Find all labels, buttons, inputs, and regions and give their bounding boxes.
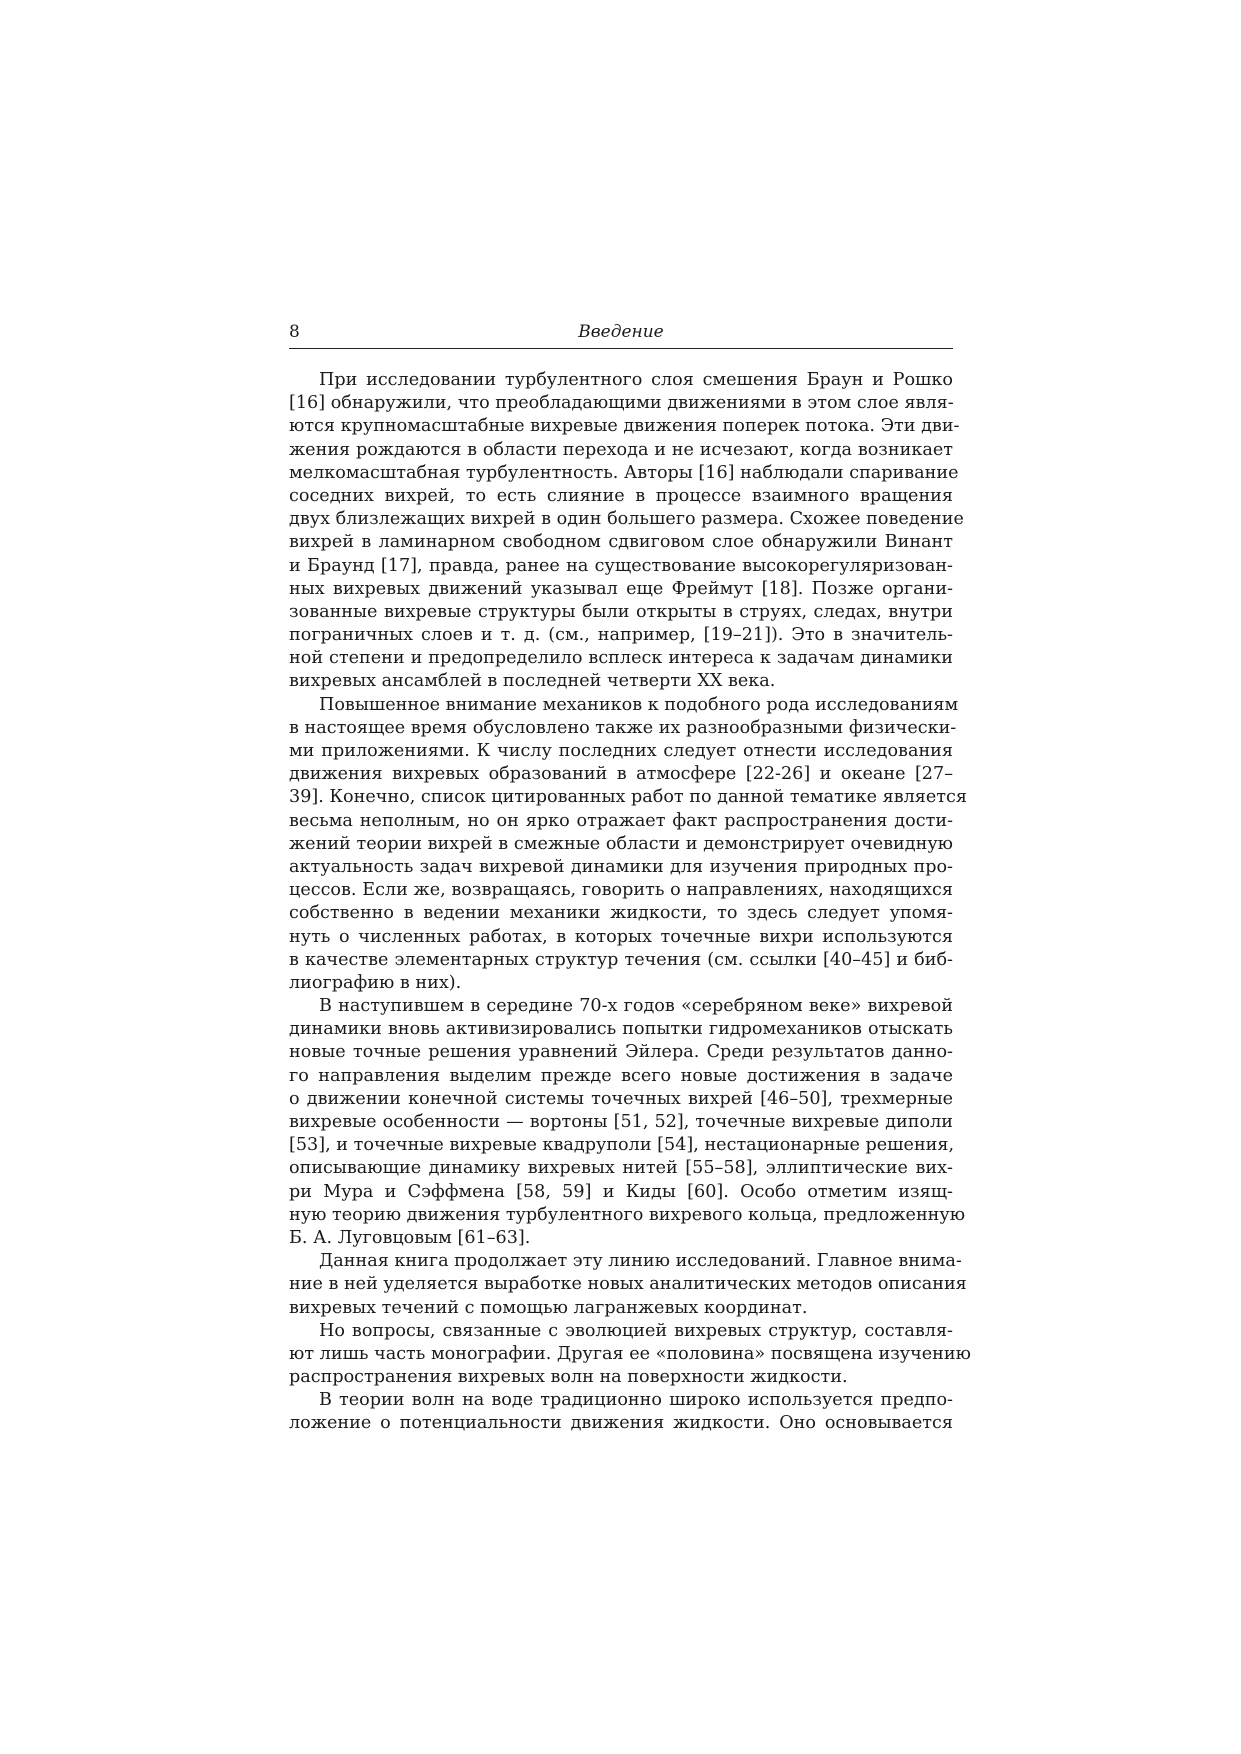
text-line: новые точные решения уравнений Эйлера. Среди результатов данно- [289, 1042, 953, 1063]
paragraph [289, 1250, 967, 1320]
text-line: 39]. Конечно, список цитированных работ по данной тематике является [289, 787, 967, 808]
text-line: цессов. Если же, возвращаясь, говорить о направлениях, находящихся [289, 880, 953, 901]
text-line: двух близлежащих вихрей в один большего размера. Схожее поведение [289, 509, 964, 530]
text-line: лиографию в них). [289, 972, 462, 993]
text-line: Данная книга продолжает эту линию исследований. Главное внима- [319, 1251, 962, 1272]
text-line: ние в ней уделяется выработке новых аналитических методов описания [289, 1274, 967, 1295]
running-head [289, 322, 953, 349]
text-line: распространения вихревых волн на поверхности жидкости. [289, 1367, 848, 1388]
text-line: При исследовании турбулентного слоя смешения Браун и Рошко [319, 370, 953, 390]
text-line: вихревых ансамблей в последней четверти XX века. [289, 671, 776, 692]
text-line: пограничных слоев и т. д. (см., например, [19–21]). Это в значитель- [289, 625, 953, 646]
text-line: ную теорию движения турбулентного вихревого кольца, предложенную [289, 1204, 966, 1225]
text-line: [16] обнаружили, что преобладающими движениями в этом слое явля- [289, 393, 954, 414]
body-text [289, 369, 971, 1436]
text-line: жений теории вихрей в смежные области и демонстрирует очевидную [289, 833, 953, 854]
text-line: ри Мура и Сэффмена [58, 59] и Киды [60]. Особо отметим изящ- [289, 1181, 953, 1202]
text-line: в настоящее время обусловлено также их разнообразными физически- [289, 717, 957, 738]
text-line: о движении конечной системы точечных вихрей [46–50], трехмерные [289, 1088, 953, 1109]
text-line: вихревые особенности — вортоны [51, 52], точечные вихревые диполи [289, 1112, 953, 1132]
text-line: го направления выделим прежде всего новые достижения в задаче [289, 1065, 953, 1086]
text-line: вихревых течений с помощью лагранжевых координат. [289, 1297, 808, 1318]
text-line: динамики вновь активизировались попытки гидромехаников отыскать [289, 1019, 953, 1040]
text-line: соседних вихрей, то есть слияние в процессе взаимного вращения [289, 485, 953, 506]
section-title: Введение [578, 322, 664, 342]
text-line: ются крупномасштабные вихревые движения поперек потока. Эти дви- [289, 416, 960, 437]
text-line: ной степени и предопределило всплеск интереса к задачам динамики [289, 648, 953, 669]
text-line: ных вихревых движений указывал еще Фреймут [18]. Позже органи- [289, 578, 953, 599]
paragraph [289, 1320, 971, 1390]
text-line: нуть о численных работах, в которых точечные вихри используются [289, 926, 953, 947]
paragraph [289, 369, 964, 694]
text-line: и Браунд [17], правда, ранее на существование высокорегуляризован- [289, 555, 953, 576]
text-line: движения вихревых образований в атмосфере [22-26] и океане [27– [289, 764, 953, 785]
book-page [289, 322, 971, 1436]
paragraph [289, 694, 967, 995]
text-line: в качестве элементарных структур течения (см. ссылки [40–45] и биб- [289, 949, 953, 970]
text-line: ложение о потенциальности движения жидкости. Оно основывается [289, 1413, 953, 1434]
page-number: 8 [289, 322, 300, 342]
text-line: описывающие динамику вихревых нитей [55–58], эллиптические вих- [289, 1158, 953, 1179]
text-line: В теории волн на воде традиционно широко используется предпо- [319, 1390, 953, 1411]
text-line: [53], и точечные вихревые квадруполи [54], нестационарные решения, [289, 1135, 955, 1156]
text-line: жения рождаются в области перехода и не исчезают, когда возникает [289, 439, 953, 460]
text-line: ми приложениями. К числу последних следует отнести исследования [289, 741, 953, 761]
text-line: актуальность задач вихревой динамики для изучения природных про- [289, 856, 953, 877]
text-line: вихрей в ламинарном свободном сдвиговом слое обнаружили Винант [289, 532, 953, 553]
text-line: Но вопросы, связанные с эволюцией вихревых структур, составля- [319, 1320, 953, 1341]
paragraph [289, 1389, 953, 1435]
text-line: Б. А. Луговцовым [61–63]. [289, 1227, 531, 1248]
text-line: зованные вихревые структуры были открыты в струях, следах, внутри [289, 601, 953, 622]
text-line: собственно в ведении механики жидкости, то здесь следует упомя- [289, 903, 953, 924]
text-line: мелкомасштабная турбулентность. Авторы [16] наблюдали спаривание [289, 462, 959, 483]
text-line: Повышенное внимание механиков к подобного рода исследованиям [319, 694, 959, 715]
text-line: весьма неполным, но он ярко отражает факт распространения дости- [289, 810, 953, 831]
paragraph [289, 995, 966, 1250]
text-line: В наступившем в середине 70-х годов «серебряном веке» вихревой [319, 996, 953, 1017]
text-line: ют лишь часть монографии. Другая ее «половина» посвящена изучению [289, 1343, 971, 1364]
